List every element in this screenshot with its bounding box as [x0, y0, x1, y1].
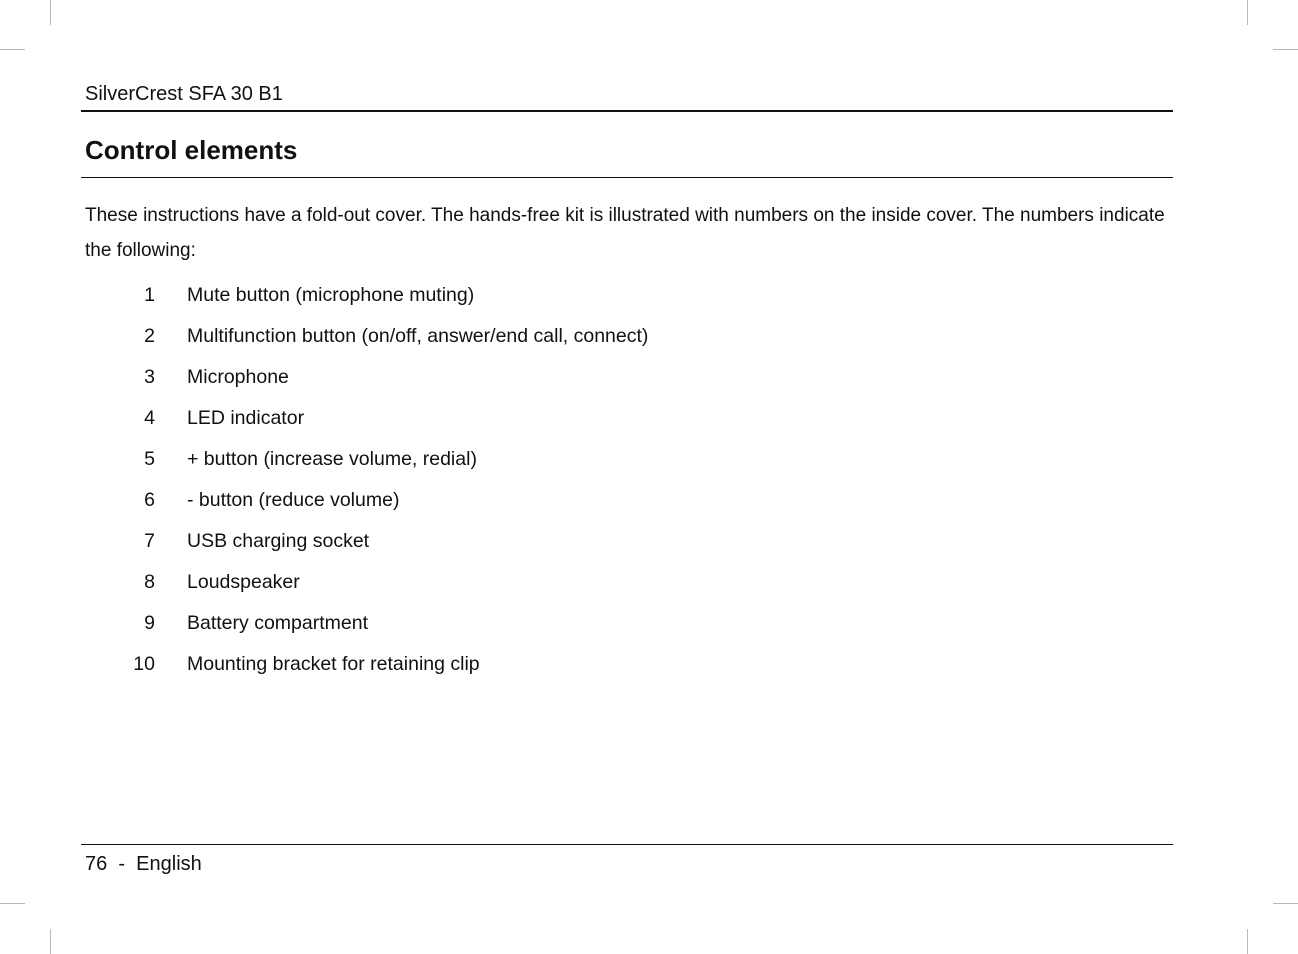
item-label: Battery compartment	[187, 612, 368, 634]
page-footer	[85, 851, 202, 877]
section-title: Control elements	[85, 135, 298, 165]
list-item	[85, 564, 648, 605]
item-number: 6	[144, 489, 155, 511]
item-number: 4	[144, 407, 155, 429]
footer-language: English	[136, 853, 202, 875]
page-number: 76	[85, 853, 108, 875]
header-rule	[81, 110, 1173, 112]
list-item	[85, 277, 648, 318]
list-item	[85, 359, 648, 400]
intro-paragraph: These instructions have a fold-out cover. The hands-free kit is illustrated with numbers on the inside cover. The numbers indicate the following:	[85, 205, 1165, 261]
item-label: USB charging socket	[187, 530, 370, 552]
item-number: 10	[133, 653, 155, 675]
item-label: Mounting bracket for retaining clip	[187, 653, 480, 675]
list-item	[85, 605, 648, 646]
crop-mark	[1247, 0, 1248, 25]
footer-separator: -	[118, 853, 126, 875]
header-product-title: SilverCrest SFA 30 B1	[85, 83, 283, 105]
item-number: 3	[144, 366, 155, 388]
item-label: Multifunction button (on/off, answer/end call, connect)	[187, 325, 649, 347]
list-item	[85, 646, 648, 687]
control-elements-list	[85, 277, 648, 687]
list-item	[85, 400, 648, 441]
list-item	[85, 441, 648, 482]
item-number: 5	[144, 448, 155, 470]
footer-rule	[81, 844, 1173, 845]
crop-mark	[1247, 929, 1248, 954]
crop-mark	[1273, 903, 1298, 904]
section-rule	[81, 177, 1173, 178]
list-item	[85, 482, 648, 523]
item-number: 2	[144, 325, 155, 347]
item-label: Microphone	[187, 366, 289, 388]
item-number: 9	[144, 612, 155, 634]
item-number: 7	[144, 530, 155, 552]
item-label: + button (increase volume, redial)	[187, 448, 477, 470]
item-label: - button (reduce volume)	[187, 489, 400, 511]
list-item	[85, 318, 648, 359]
list-item	[85, 523, 648, 564]
item-label: LED indicator	[187, 407, 305, 429]
item-number: 1	[144, 284, 155, 306]
crop-mark	[50, 929, 51, 954]
item-number: 8	[144, 571, 155, 593]
crop-mark	[1273, 49, 1298, 50]
item-label: Mute button (microphone muting)	[187, 284, 475, 306]
crop-mark	[0, 903, 25, 904]
crop-mark	[50, 0, 51, 25]
item-label: Loudspeaker	[187, 571, 300, 593]
crop-mark	[0, 49, 25, 50]
